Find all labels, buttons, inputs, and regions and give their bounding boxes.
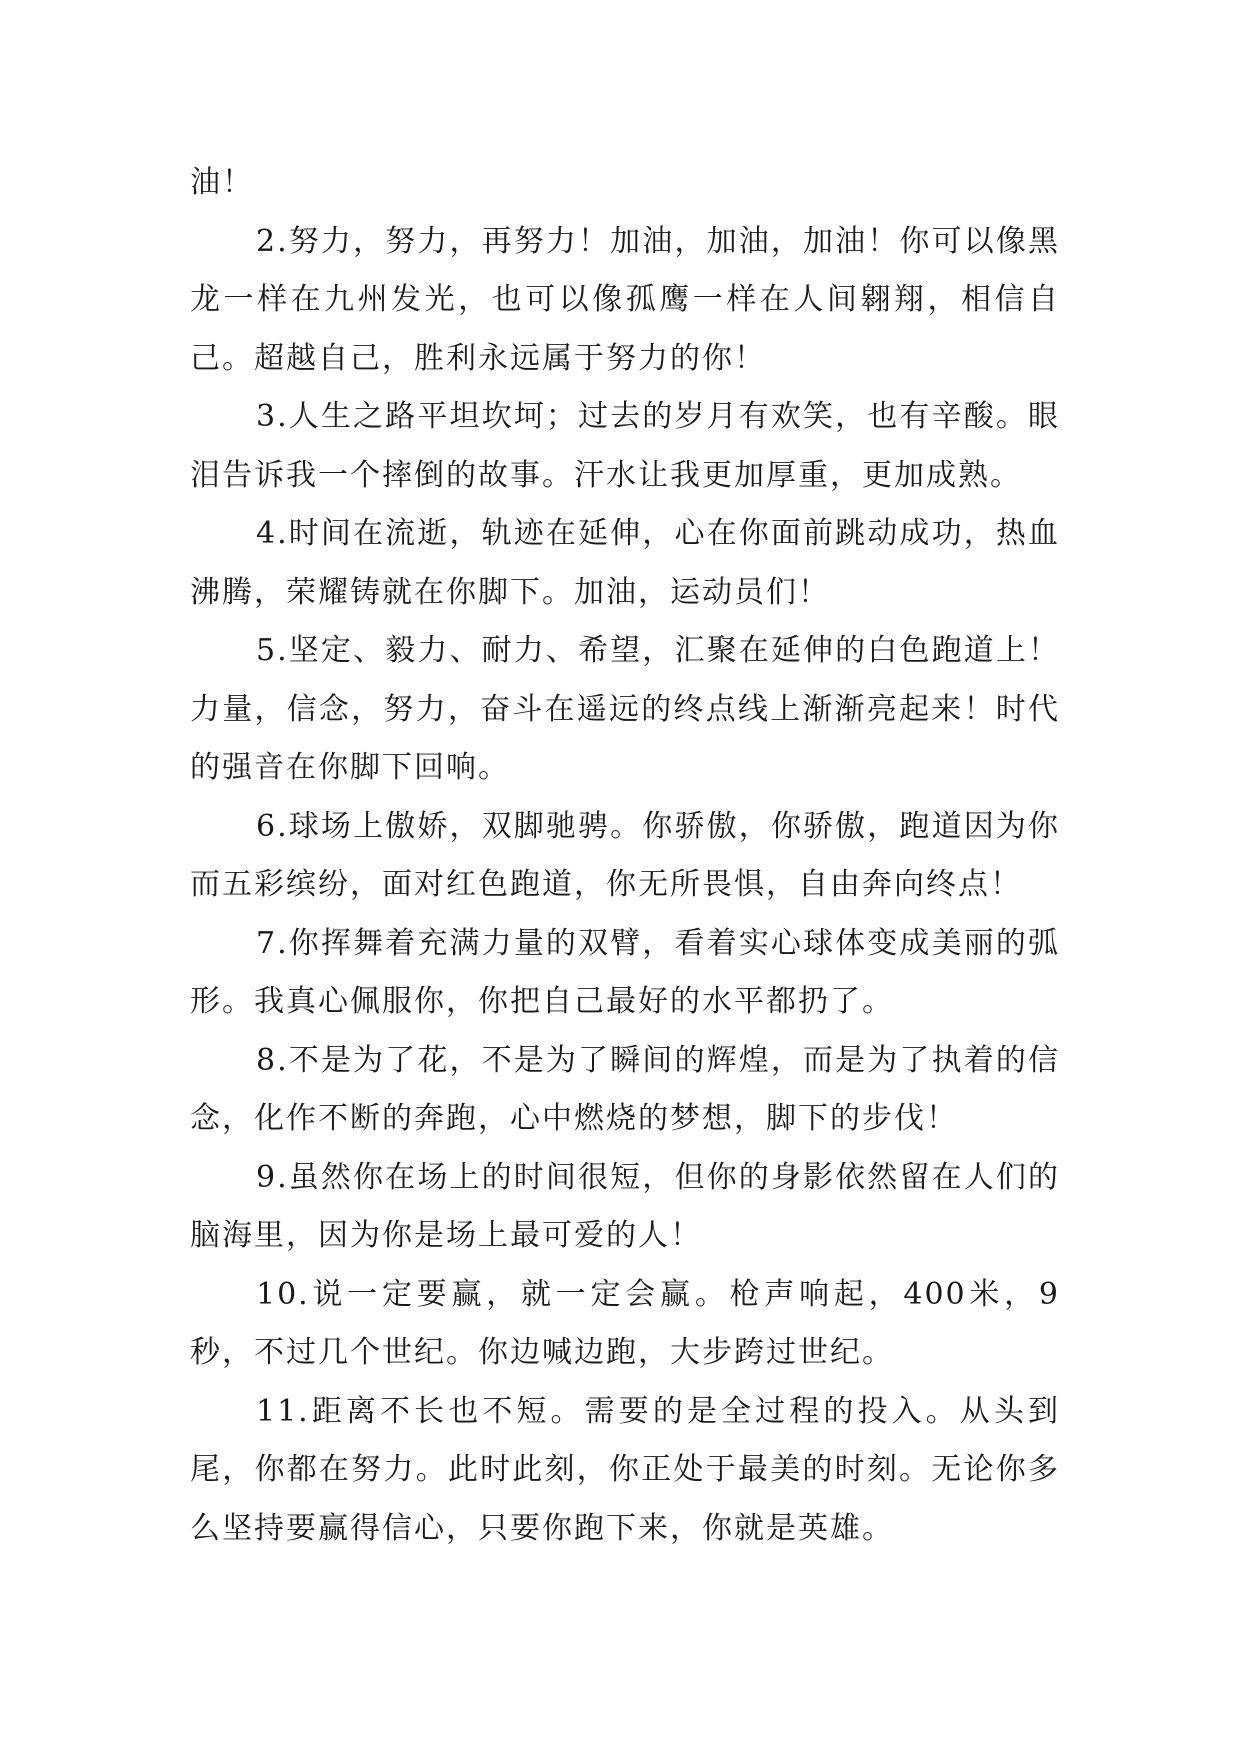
paragraph-continuation: 油！ xyxy=(190,165,254,200)
paragraph-8: 8.不是为了花，不是为了瞬间的辉煌，而是为了执着的信念，化作不断的奔跑，心中燃烧的梦想，脚下的步伐！ xyxy=(190,1042,1060,1136)
paragraph-5: 5.坚定、毅力、耐力、希望，汇聚在延伸的白色跑道上！力量，信念，努力，奋斗在遥远的终点线上渐渐亮起来！时代的强音在你脚下回响。 xyxy=(190,633,1060,785)
paragraph-2: 2.努力，努力，再努力！加油，加油，加油！你可以像黑龙一样在九州发光，也可以像孤鹰一样在人间翱翔，相信自己。超越自己，胜利永远属于努力的你！ xyxy=(190,223,1060,376)
document-body xyxy=(190,154,1060,1558)
paragraph-3: 3.人生之路平坦坎坷；过去的岁月有欢笑，也有辛酸。眼泪告诉我一个摔倒的故事。汗水让我更加厚重，更加成熟。 xyxy=(190,399,1060,493)
paragraph-11: 11.距离不长也不短。需要的是全过程的投入。从头到尾，你都在努力。此时此刻，你正处于最美的时刻。无论你多么坚持要赢得信心，只要你跑下来，你就是英雄。 xyxy=(190,1393,1060,1546)
paragraph-4: 4.时间在流逝，轨迹在延伸，心在你面前跳动成功，热血沸腾，荣耀铸就在你脚下。加油，运动员们！ xyxy=(190,516,1060,610)
paragraph-7: 7.你挥舞着充满力量的双臂，看着实心球体变成美丽的弧形。我真心佩服你，你把自己最好的水平都扔了。 xyxy=(190,925,1060,1019)
paragraph-10: 10.说一定要赢，就一定会赢。枪声响起，400米，9秒，不过几个世纪。你边喊边跑，大步跨过世纪。 xyxy=(190,1276,1060,1370)
paragraph-6: 6.球场上傲娇，双脚驰骋。你骄傲，你骄傲，跑道因为你而五彩缤纷，面对红色跑道，你无所畏惧，自由奔向终点！ xyxy=(190,808,1060,902)
paragraph-9: 9.虽然你在场上的时间很短，但你的身影依然留在人们的脑海里，因为你是场上最可爱的人！ xyxy=(190,1159,1060,1253)
